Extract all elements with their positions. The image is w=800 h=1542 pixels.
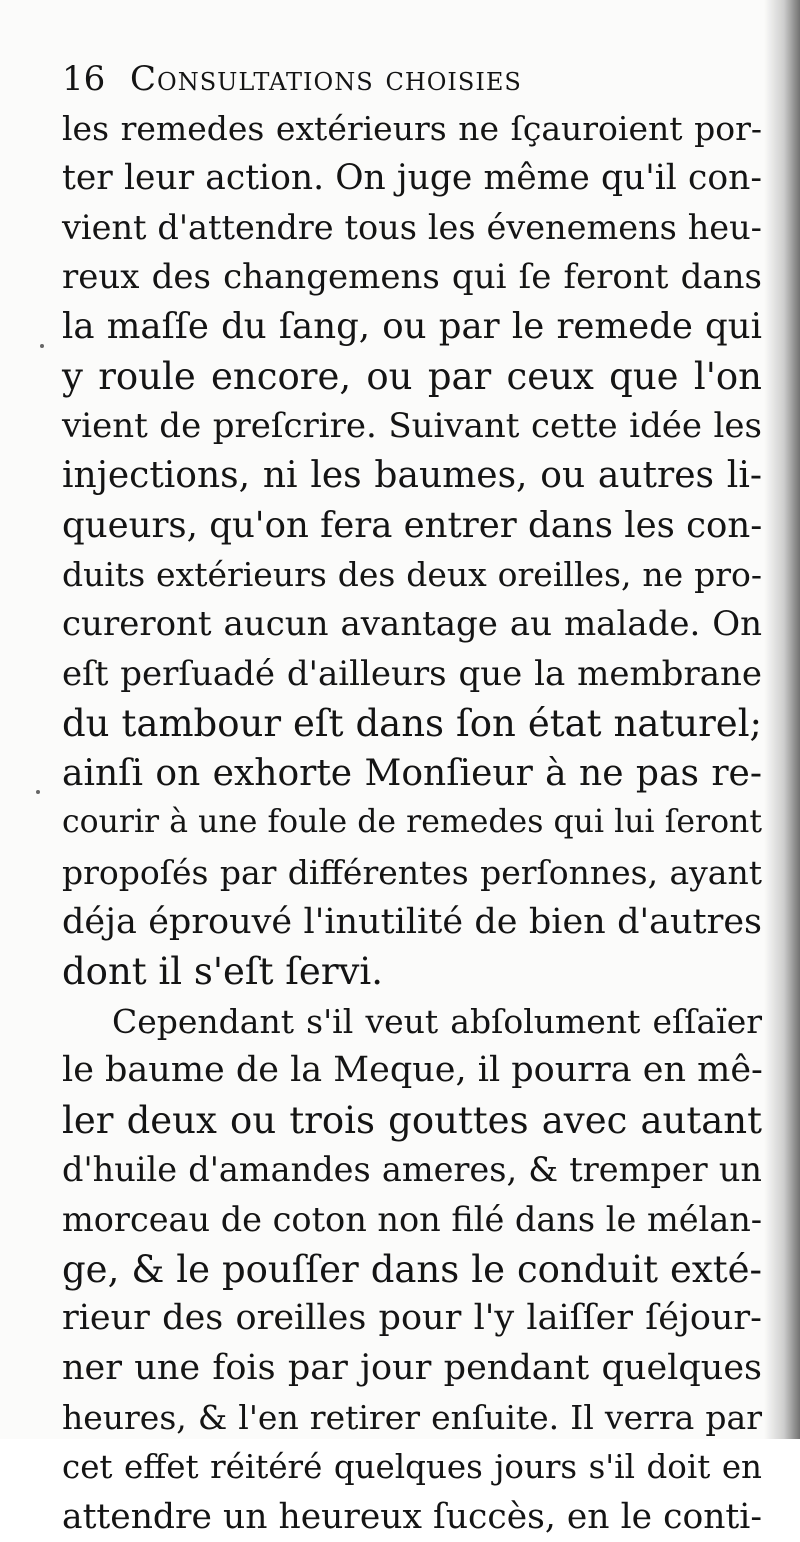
running-title: Consultations choisies [130,59,522,99]
text-line: ner une fois par jour pendant quelques [62,1347,762,1388]
text-line: ainſi on exhorte Monſieur à ne pas re- [62,752,762,794]
text-line: vient de preſcrire. Suivant cette idée les [62,405,762,446]
paragraph-1 [62,104,762,997]
text-line: heures, & l'en retirer enſuite. Il verra par [62,1398,762,1438]
text-line: cureront aucun avantage au malade. On [62,603,762,644]
text-line: reux des changemens qui ſe feront dans [62,256,762,297]
page-edge-shadow [764,0,800,1439]
paper-speck [36,790,40,794]
text-line: ter leur action. On juge même qu'il con- [62,157,762,198]
text-line: Cependant s'il veut abſolument eſſaïer [112,1001,762,1041]
body-text [62,104,762,1542]
page-header [62,56,762,102]
text-line: ler deux ou trois gouttes avec autant [62,1098,762,1142]
text-line: vient d'attendre tous les évenemens heu- [62,208,762,248]
text-line: queurs, qu'on fera entrer dans les con- [62,504,763,546]
page-number: 16 [62,59,106,99]
text-line: d'huile d'amandes ameres, & tremper un [62,1150,762,1190]
text-line: ge, & le pouſſer dans le conduit exté- [62,1247,762,1291]
paper-speck [40,344,44,348]
text-line: attendre un heureux ſuccès, en le conti- [62,1496,762,1537]
text-line: rieur des oreilles pour l'y laiſſer ſéjour- [62,1298,762,1339]
text-line: cet effet réitéré quelques jours s'il doit en [62,1448,762,1487]
text-line: morceau de coton non filé dans le mélan- [62,1200,763,1240]
text-line: dont il s'eſt ſervi. [62,950,384,994]
paragraph-2 [62,997,762,1542]
text-line: propoſés par différentes perſonnes, ayant [62,852,762,892]
text-line: eſt perſuadé d'ailleurs que la membrane [62,653,762,694]
text-line: le baume de la Meque, il pourra en mê- [62,1050,763,1091]
text-line: déja éprouvé l'inutilité de bien d'autres [62,901,762,942]
text-line: du tambour eſt dans ſon état naturel; [62,702,762,746]
text-line: la maſſe du ſang, ou par le remede qui [62,306,762,348]
text-line: courir à une foule de remedes qui lui ſeront [62,804,762,841]
text-line: injections, ni les baumes, ou autres li- [62,455,762,497]
text-line: les remedes extérieurs ne ſçauroient por- [62,109,762,148]
text-line: y roule encore, ou par ceux que l'on [62,354,762,398]
text-line: duits extérieurs des deux oreilles, ne pro- [62,555,762,595]
